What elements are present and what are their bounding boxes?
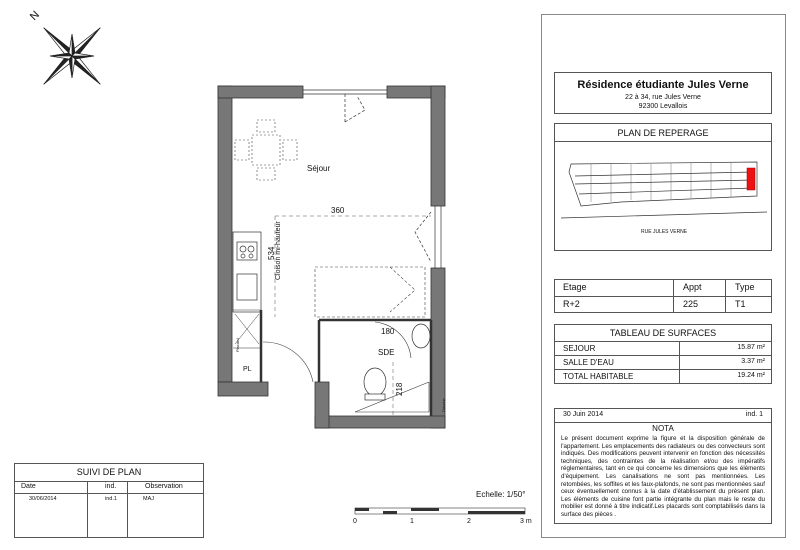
suivi-title: SUIVI DE PLAN: [76, 467, 142, 477]
surface-value-sejour: 15.87 m²: [737, 344, 765, 351]
table-row: [555, 369, 771, 384]
reperage-panel: [554, 123, 772, 251]
address-line1: 22 à 34, rue Jules Verne: [625, 94, 701, 101]
room-label-sejour: Séjour: [307, 164, 331, 173]
surfaces-title: TABLEAU DE SURFACES: [609, 328, 717, 338]
room-label-sde: SDE: [378, 348, 395, 357]
dimension-180: 180: [381, 327, 395, 336]
dimension-534: 534: [267, 246, 276, 260]
value-appt: 225: [683, 299, 699, 309]
dimension-360: 360: [331, 206, 345, 215]
header-type: Type: [735, 282, 755, 292]
suivi-row-obs: MAJ: [143, 496, 154, 502]
suivi-de-plan-table: [14, 463, 204, 538]
scale-label: Echelle: 1/50°: [476, 490, 526, 499]
suivi-header-observation: Observation: [145, 483, 183, 490]
header-etage: Etage: [563, 282, 587, 292]
nota-panel: [554, 408, 772, 524]
suivi-header-ind: ind.: [105, 483, 117, 490]
scale-bar: [350, 490, 540, 530]
residence-name: Résidence étudiante Jules Verne: [577, 79, 749, 91]
scale-tick-3: 3 m: [520, 518, 532, 525]
table-row: [15, 493, 203, 505]
scale-tick-2: 2: [467, 518, 471, 525]
suivi-row-ind: ind.1: [105, 496, 117, 502]
surface-label-salle-deau: SALLE D'EAU: [563, 358, 614, 367]
surface-label-total: TOTAL HABITABLE: [563, 372, 634, 381]
scale-tick-0: 0: [353, 518, 357, 525]
surface-value-salle-deau: 3.37 m²: [741, 358, 765, 365]
table-row: [555, 341, 771, 355]
revision-date: 30 Juin 2014: [563, 411, 604, 418]
suivi-row-date: 30/06/2014: [29, 496, 57, 502]
reperage-title: PLAN DE REPERAGE: [617, 128, 709, 138]
table-row: [555, 355, 771, 369]
north-label: N: [27, 8, 43, 24]
compass-rose: [20, 8, 120, 98]
label-placard: Placard: [235, 338, 240, 352]
unit-table: [554, 279, 772, 313]
label-cloison: Cloison mi-hauteur: [275, 221, 282, 280]
address-line2: 92300 Levallois: [638, 103, 688, 110]
surface-label-sejour: SEJOUR: [563, 344, 596, 353]
label-pl: PL: [243, 366, 252, 373]
revision-index: ind. 1: [745, 411, 763, 418]
street-label: RUE JULES VERNE: [641, 229, 688, 235]
nota-title: NOTA: [652, 424, 674, 433]
residence-header: [554, 72, 772, 114]
value-type: T1: [735, 299, 746, 309]
header-appt: Appt: [683, 282, 702, 292]
surfaces-table: [554, 324, 772, 384]
surface-value-total: 19.24 m²: [737, 372, 765, 379]
suivi-header-date: Date: [21, 483, 36, 490]
value-etage: R+2: [563, 299, 580, 309]
nota-text: Le présent document exprime la figure et la disposition générale de l'appartement. Les emplacements des radiateurs ou des convecteurs sont indiqués. Des modifications peuvent intervenir en fonction des nécessités techniques, des contraintes de la réalisation et/ou des impératifs réglementaires, tant en ce qui concerne les dimensions que les éléments d'équipement. Les canalisations ne sont pas mentionnées. Les retombées, les soffites et les faux-plafonds, ne sont pas mentionnées sauf ceux éventuellement connus à la date d'établissement du présent plan. Les éléments de cuisine font partie intégrante du plan mais le reste du mobilier est donné à titre indicatif.Les placards sont comptabilisés dans la surface des pièces .: [561, 435, 765, 518]
label-douche: Douche: [441, 398, 446, 412]
floor-plan: [215, 82, 465, 432]
dimension-218: 218: [395, 382, 404, 396]
site-plan: [561, 154, 767, 234]
scale-tick-1: 1: [410, 518, 414, 525]
